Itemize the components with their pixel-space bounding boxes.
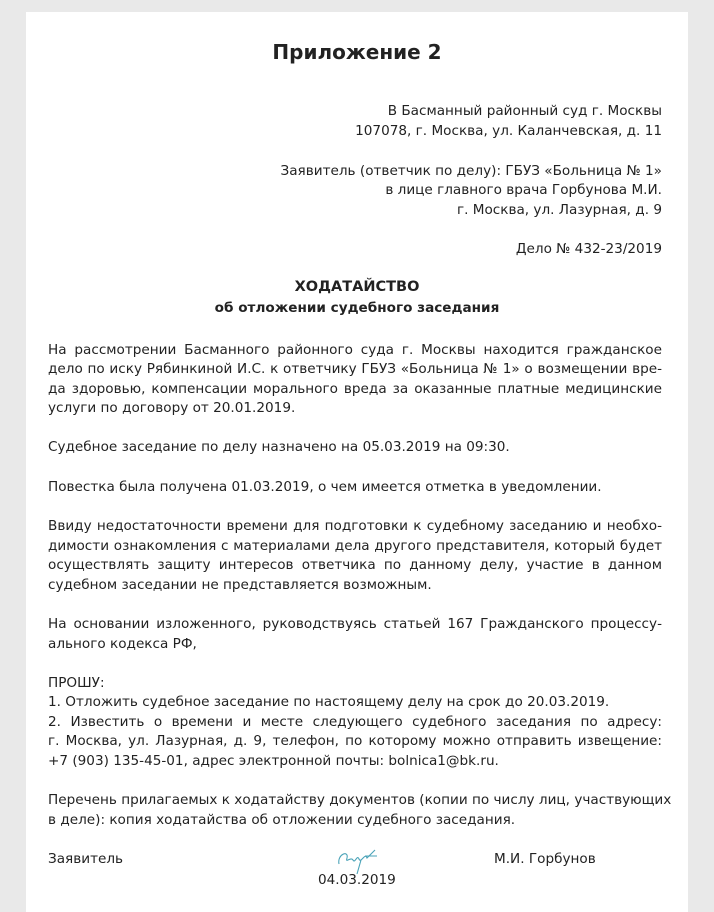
request-item: г. Москва, ул. Лазурная, д. 9, телефон, по которому можно отправить извещение: (48, 733, 662, 749)
paragraph-line: На рассмотрении Басманного районного суда г. Москвы находится гражданское (48, 342, 662, 358)
request-item: 2. Известить о времени и месте следующего судебного заседания по адресу: (48, 714, 662, 730)
paragraph-line: осуществлять защиту интересов ответчика по данному делу, участие в данном (48, 557, 662, 573)
paragraph-line: ального кодекса РФ, (48, 636, 197, 652)
paragraph: Повестка была получена 01.03.2019, о чем имеется отметка в уведомлении. (48, 479, 602, 495)
paragraph-line: Перечень прилагаемых к ходатайству документов (копии по числу лиц, участвующих (48, 792, 672, 808)
document-page (26, 12, 688, 912)
paragraph-line: да здоровью, компенсации морального вреда за оказанные платные медицинские (48, 381, 662, 397)
request-item: +7 (903) 135-45-01, адрес электронной почты: bolnica1@bk.ru. (48, 753, 499, 769)
request-heading: ПРОШУ: (48, 675, 105, 691)
addressee-line: В Басманный районный суд г. Москвы (387, 103, 662, 119)
applicant-label: Заявитель (48, 851, 124, 867)
document-title: Приложение 2 (272, 40, 442, 64)
subheading: об отложении судебного заседания (214, 300, 500, 316)
paragraph-line: услуги по договору от 20.01.2019. (48, 400, 296, 416)
paragraph-line: димости ознакомления с материалами дела другого представителя, который будет (48, 538, 662, 554)
request-item: 1. Отложить судебное заседание по настоящему делу на срок до 20.03.2019. (48, 694, 610, 710)
paragraph-line: судебном заседании не представляется возможным. (48, 577, 432, 593)
applicant-line: в лице главного врача Горбунова М.И. (385, 182, 662, 198)
case-number: Дело № 432-23/2019 (515, 241, 662, 257)
paragraph: Судебное заседание по делу назначено на 05.03.2019 на 09:30. (48, 439, 510, 455)
heading: ХОДАТАЙСТВО (294, 279, 420, 295)
addressee-line: 107078, г. Москва, ул. Каланчевская, д. 11 (355, 123, 662, 139)
applicant-line: Заявитель (ответчик по делу): ГБУЗ «Больница № 1» (280, 163, 662, 179)
applicant-name: М.И. Горбунов (494, 851, 596, 867)
paragraph-line: дело по иску Рябинкиной И.С. к ответчику ГБУЗ «Больница № 1» о возмещении вре- (48, 361, 662, 377)
paragraph-line: Ввиду недостаточности времени для подготовки к судебному заседанию и необхо- (48, 518, 662, 534)
applicant-line: г. Москва, ул. Лазурная, д. 9 (456, 202, 662, 218)
signature-date: 04.03.2019 (318, 872, 396, 888)
paragraph-line: На основании изложенного, руководствуясь статьей 167 Гражданского процессу- (48, 616, 662, 632)
paragraph-line: в деле): копия ходатайства об отложении судебного заседания. (48, 812, 516, 828)
